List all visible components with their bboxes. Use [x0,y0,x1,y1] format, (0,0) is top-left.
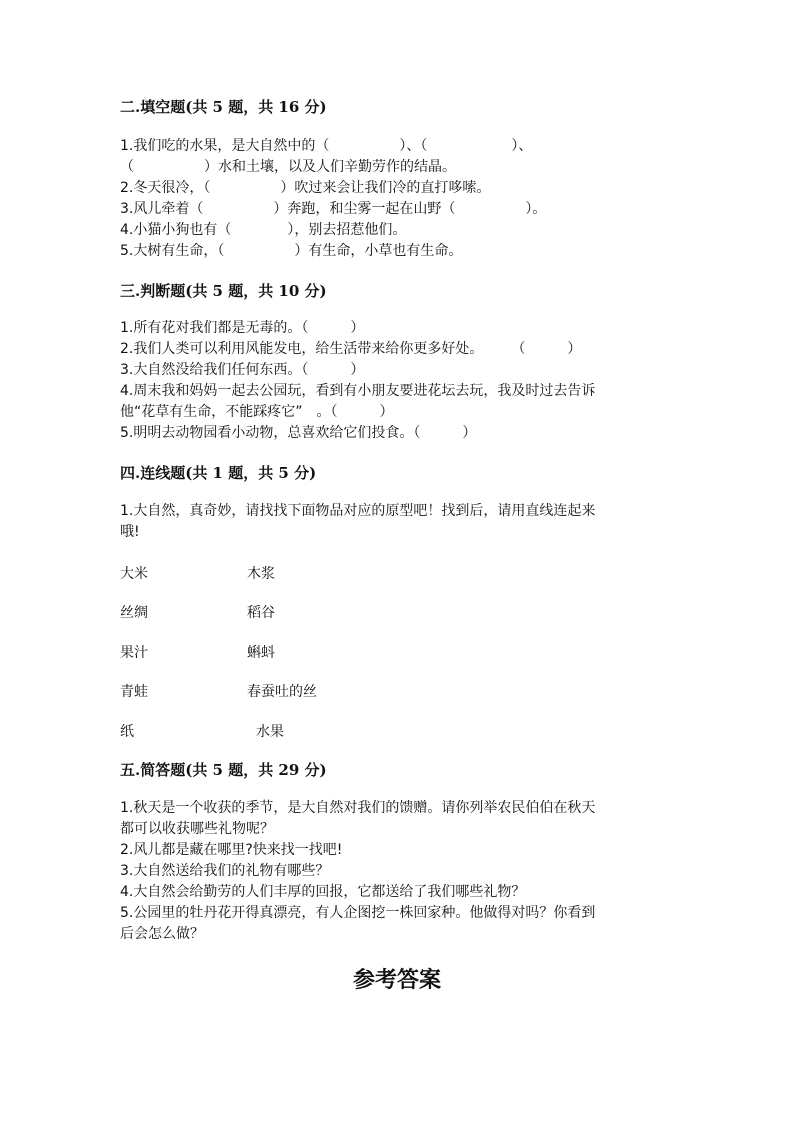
question-line: 1.所有花对我们都是无毒的。（ ） [120,320,365,336]
answer-heading: 参考答案 [352,967,441,993]
question-line: 3.风儿牵着（ ）奔跑，和尘雾一起在山野（ ）。 [120,201,547,217]
section-title-short-answer: 五.简答题(共 5 题，共 29 分) [120,761,327,779]
question-line: 2.冬天很冷，（ ）吹过来会让我们冷的直打哆嗦。 [120,180,491,196]
question-line: 4.小猫小狗也有（ ），别去招惹他们。 [120,222,407,238]
question-line: 他“花草有生命，不能踩疼它” 。（ ） [120,404,394,420]
match-left-item: 青蛙 [120,684,148,700]
match-right-item: 水果 [256,724,284,740]
question-line: 5.大树有生命，（ ）有生命，小草也有生命。 [120,243,463,259]
question-line: 5.公园里的牡丹花开得真漂亮，有人企图挖一株回家种。他做得对吗？你看到 [120,905,596,921]
match-left-item: 纸 [120,724,134,740]
match-left-item: 果汁 [120,645,148,661]
question-line: 2.我们人类可以利用风能发电，给生活带来给你更多好处。 （ ） [120,341,582,357]
match-right-item: 春蚕吐的丝 [247,684,317,700]
question-line: 4.周末我和妈妈一起去公园玩，看到有小朋友要进花坛去玩，我及时过去告诉 [120,383,596,399]
question-line: 1.秋天是一个收获的季节，是大自然对我们的馈赠。请你列举农民伯伯在秋天 [120,800,596,816]
question-line: 都可以收获哪些礼物呢？ [120,821,274,837]
question-line: 4.大自然会给勤劳的人们丰厚的回报，它都送给了我们哪些礼物？ [120,884,526,900]
match-right-item: 木浆 [247,566,275,582]
question-line: 后会怎么做？ [120,926,204,942]
section-title-fill-blank: 二.填空题(共 5 题，共 16 分) [120,98,327,116]
question-line: 3.大自然没给我们任何东西。（ ） [120,362,365,378]
section-title-judge: 三.判断题(共 5 题，共 10 分) [120,282,327,300]
question-line: 1.大自然，真奇妙，请找找下面物品对应的原型吧！找到后，请用直线连起来 [120,503,596,519]
match-right-item: 稻谷 [247,605,275,621]
question-line: 5.明明去动物园看小动物，总喜欢给它们投食。（ ） [120,425,477,441]
section-title-match: 四.连线题(共 1 题，共 5 分) [120,464,317,482]
question-line: 3.大自然送给我们的礼物有哪些？ [120,863,330,879]
question-line: 哦! [120,524,140,540]
question-line: （ ）水和土壤，以及人们辛勤劳作的结晶。 [120,159,456,175]
question-line: 1.我们吃的水果，是大自然中的（ ）、（ ）、 [120,138,533,154]
match-right-item: 蝌蚪 [247,645,275,661]
match-left-item: 大米 [120,566,148,582]
match-left-item: 丝绸 [120,605,148,621]
question-line: 2.风儿都是藏在哪里?快来找一找吧! [120,842,343,858]
